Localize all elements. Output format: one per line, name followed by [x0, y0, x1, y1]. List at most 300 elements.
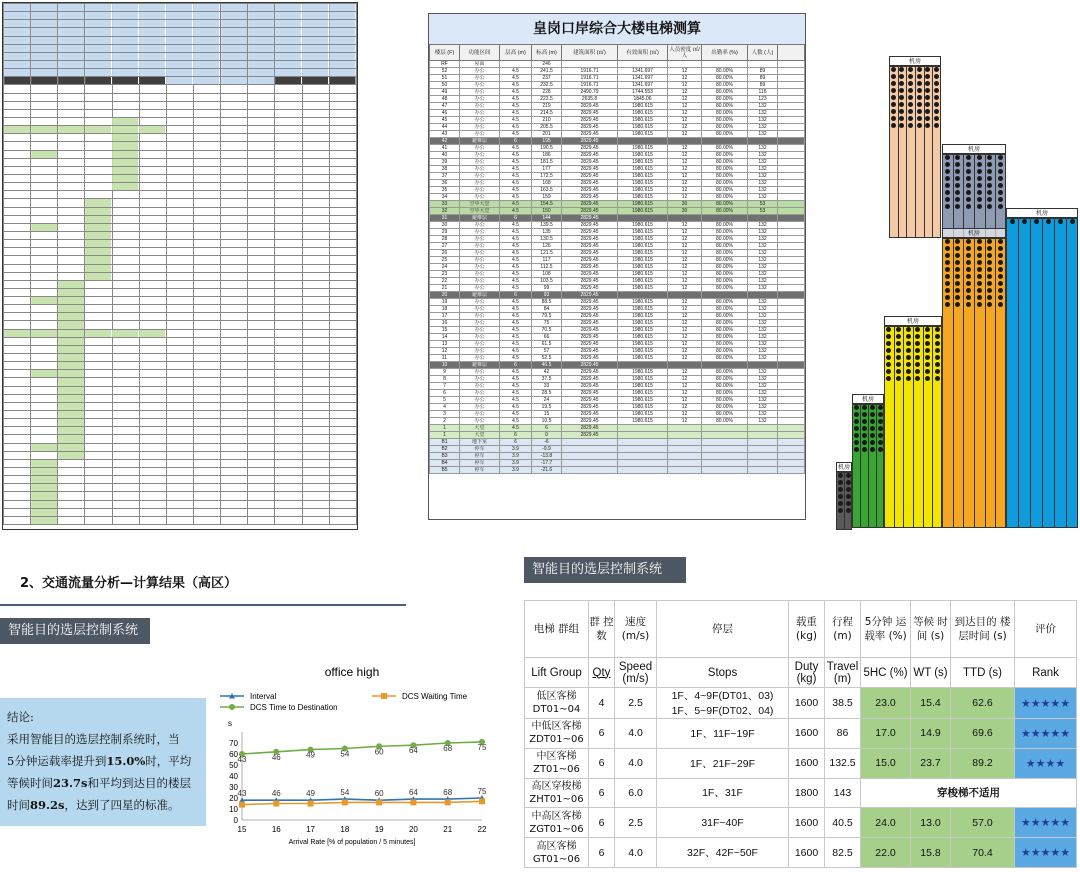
sheet-row [4, 329, 357, 337]
x-tick-label: 21 [443, 825, 453, 834]
sheet-cell [58, 109, 85, 117]
sheet-cell [58, 60, 85, 68]
elevator-cell-blank [778, 194, 805, 201]
sheet-cell [193, 321, 220, 329]
elevator-cell-h: 4.5 [500, 131, 532, 138]
elevator-cell-r: 80.00% [702, 180, 748, 187]
sheet-cell [329, 231, 356, 239]
lift-stops [657, 808, 789, 838]
sheet-cell [31, 69, 58, 77]
sheet-cell [221, 492, 248, 500]
elevator-cell-p: 132 [748, 306, 778, 313]
sheet-cell [193, 183, 220, 191]
elevator-cell-a: 2829.45 [562, 159, 618, 166]
sheet-cell [302, 158, 329, 166]
lift-col-header-en: Lift Group [525, 658, 589, 688]
elevator-cell-h: 6 [500, 439, 532, 446]
sheet-cell [4, 500, 31, 508]
sheet-cell [248, 199, 275, 207]
sheet-cell [139, 451, 166, 459]
elevator-cell-fn: 办公 [460, 89, 500, 96]
sheet-cell [221, 52, 248, 60]
sheet-cell [193, 199, 220, 207]
car-dot [987, 169, 992, 174]
sheet-row [4, 207, 357, 215]
car-dot [886, 327, 891, 332]
sheet-cell [4, 451, 31, 459]
elevator-cell-p: 132 [748, 355, 778, 362]
data-point [273, 801, 279, 807]
sheet-cell [329, 297, 356, 305]
sheet-cell [329, 109, 356, 117]
elevator-cell-e: 84 [532, 306, 562, 313]
data-point [445, 799, 451, 805]
elevator-cell-f: 19 [430, 299, 460, 306]
car-dot [945, 190, 950, 195]
lift-speed: 6.0 [615, 778, 657, 808]
elevator-cell-p: 132 [748, 390, 778, 397]
elevator-cell-blank [778, 110, 805, 117]
elevator-row [430, 411, 805, 418]
sheet-cell [166, 101, 193, 109]
sheet-cell [112, 109, 139, 117]
elevator-cell-f: 16 [430, 320, 460, 327]
data-label: 75 [477, 787, 487, 796]
car-dot [846, 480, 851, 485]
sheet-cell [85, 248, 112, 256]
elevator-cell-r: 80.00% [702, 320, 748, 327]
car-dot [838, 494, 843, 499]
sheet-row [4, 362, 357, 370]
sheet-cell [221, 36, 248, 44]
sheet-cell [85, 337, 112, 345]
sheet-cell [302, 427, 329, 435]
sheet-row [4, 264, 357, 272]
elevator-row [430, 222, 805, 229]
elevator-cell-d: 12 [668, 418, 702, 425]
shaft-divider [1042, 218, 1043, 528]
sheet-cell [275, 69, 302, 77]
car-dot [906, 327, 911, 332]
elevator-cell-f: 1 [430, 425, 460, 432]
car-dot [966, 267, 971, 272]
elevator-cell-a [562, 446, 618, 453]
elevator-cell-e: -6 [532, 439, 562, 446]
sheet-cell [302, 492, 329, 500]
car-dot [977, 302, 982, 307]
sheet-cell [58, 215, 85, 223]
car-dot [899, 95, 904, 100]
elevator-row [430, 341, 805, 348]
elevator-cell-ea: 1980.615 [618, 383, 668, 390]
sheet-cell [58, 85, 85, 93]
elevator-cell-r: 80.00% [702, 194, 748, 201]
elevator-cell-h: 4.5 [500, 124, 532, 131]
car-dot [896, 327, 901, 332]
sheet-cell [166, 158, 193, 166]
elevator-cell-p [748, 215, 778, 222]
sheet-cell [248, 28, 275, 36]
elevator-cell-a: 2829.45 [562, 124, 618, 131]
elevator-cell-d [668, 453, 702, 460]
sheet-cell [166, 280, 193, 288]
elevator-cell-a: 2829.45 [562, 383, 618, 390]
sheet-cell [4, 443, 31, 451]
elevator-row [430, 292, 805, 299]
sheet-cell [139, 354, 166, 362]
sheet-cell [329, 492, 356, 500]
sheet-cell [248, 508, 275, 516]
sheet-cell [58, 174, 85, 182]
lift-duty: 1600 [789, 808, 825, 838]
lift-rank-stars: ★★★★★ [1015, 688, 1077, 719]
elevator-cell-e: 70.5 [532, 327, 562, 334]
sheet-cell [58, 468, 85, 476]
car-dot [955, 204, 960, 209]
sheet-cell [58, 223, 85, 231]
elevator-cell-h: 4.5 [500, 327, 532, 334]
sheet-row [4, 468, 357, 476]
sheet-cell [139, 345, 166, 353]
elevator-cell-p: 132 [748, 411, 778, 418]
car-dot [966, 281, 971, 286]
elevator-cell-f: 52 [430, 68, 460, 75]
lift-group-code: ZT01~06 [533, 764, 580, 776]
sheet-cell [31, 44, 58, 52]
sheet-cell [302, 150, 329, 158]
sheet-row [4, 476, 357, 484]
sheet-cell [139, 492, 166, 500]
lift-travel: 86 [825, 719, 861, 749]
sheet-cell [31, 93, 58, 101]
sheet-cell [4, 492, 31, 500]
sheet-cell [85, 223, 112, 231]
sheet-cell [166, 240, 193, 248]
sheet-cell [166, 427, 193, 435]
elevator-cell-e: 0 [532, 432, 562, 439]
data-label: 64 [408, 746, 418, 756]
elevator-cell-e: 135 [532, 229, 562, 236]
elevator-cell-a: 2829.45 [562, 264, 618, 271]
sheet-cell [221, 378, 248, 386]
elevator-row [430, 201, 805, 208]
sheet-cell [221, 240, 248, 248]
sheet-row [4, 117, 357, 125]
sheet-cell [329, 93, 356, 101]
sheet-cell [275, 305, 302, 313]
sheet-cell [31, 411, 58, 419]
sheet-cell [221, 117, 248, 125]
elevator-cell-ea: 1980.615 [618, 117, 668, 124]
sheet-cell [58, 451, 85, 459]
sheet-cell [275, 264, 302, 272]
sheet-cell [193, 12, 220, 20]
elevator-cell-blank [778, 257, 805, 264]
sheet-cell [112, 12, 139, 20]
elevator-row [430, 278, 805, 285]
sheet-cell [248, 109, 275, 117]
sheet-cell [275, 321, 302, 329]
car-dot [925, 95, 930, 100]
car-dot [945, 169, 950, 174]
elevator-cell-p [748, 467, 778, 474]
elevator-cell-p: 132 [748, 152, 778, 159]
elevator-cell-fn: 办公 [460, 250, 500, 257]
elevator-cell-d: 12 [668, 411, 702, 418]
car-dot [870, 405, 875, 410]
elevator-cell-d: 12 [668, 145, 702, 152]
car-dot [915, 334, 920, 339]
sheet-cell [193, 484, 220, 492]
elevator-cell-a: 2829.45 [562, 243, 618, 250]
sheet-cell [58, 93, 85, 101]
elevator-row [430, 467, 805, 474]
sheet-cell [139, 305, 166, 313]
sheet-row [4, 256, 357, 264]
elevator-row [430, 453, 805, 460]
elevator-cell-e: 108 [532, 271, 562, 278]
sheet-cell [221, 313, 248, 321]
elevator-cell-blank [778, 299, 805, 306]
sheet-cell [329, 272, 356, 280]
sheet-cell [31, 101, 58, 109]
car-dot [886, 348, 891, 353]
elevator-cell-e: 232.5 [532, 82, 562, 89]
car-dot [998, 176, 1003, 181]
elevator-cell-e: 205.5 [532, 124, 562, 131]
lift-col-header-cn: 评价 [1015, 601, 1077, 658]
sheet-cell [275, 386, 302, 394]
car-dot [896, 369, 901, 374]
sheet-cell [193, 44, 220, 52]
sheet-row [4, 297, 357, 305]
lift-stops-line: 32F、42F~50F [687, 847, 758, 860]
sheet-cell [193, 215, 220, 223]
elevator-cell-fn: 办公 [460, 117, 500, 124]
elevator-cell-h [500, 61, 532, 68]
sheet-cell [248, 36, 275, 44]
elevator-cell-r: 80.00% [702, 201, 748, 208]
elevator-row [430, 229, 805, 236]
elevator-cell-e: 172.5 [532, 173, 562, 180]
elevator-cell-fn: 办公 [460, 397, 500, 404]
sheet-cell [31, 492, 58, 500]
sheet-cell [302, 60, 329, 68]
elevator-cell-fn: 办公 [460, 236, 500, 243]
sheet-cell [302, 101, 329, 109]
car-dot [846, 494, 851, 499]
sheet-cell [4, 378, 31, 386]
elevator-cell-ea: 1980.615 [618, 299, 668, 306]
sheet-cell [4, 240, 31, 248]
elevator-cell-ea: 1980.615 [618, 166, 668, 173]
car-dot [908, 88, 913, 93]
sheet-cell [302, 468, 329, 476]
data-point [376, 799, 382, 805]
elevator-row [430, 96, 805, 103]
elevator-cell-fn: 办公 [460, 257, 500, 264]
car-dot [966, 197, 971, 202]
elevator-row [430, 243, 805, 250]
sheet-cell [221, 476, 248, 484]
elevator-cell-ea [618, 467, 668, 474]
elevator-row [430, 362, 805, 369]
elevator-cell-ea: 1980.615 [618, 222, 668, 229]
car-dot [1058, 219, 1063, 224]
sheet-cell [4, 231, 31, 239]
sheet-cell [221, 109, 248, 117]
elevator-cell-d [668, 61, 702, 68]
car-dot [896, 362, 901, 367]
elevator-cell-ea [618, 460, 668, 467]
sheet-cell [221, 468, 248, 476]
sheet-cell [275, 126, 302, 134]
sheet-cell [275, 459, 302, 467]
sheet-cell [302, 508, 329, 516]
lift-stops-line: 1F、11F~19F [690, 727, 755, 740]
car-dot [854, 440, 859, 445]
car-dot [870, 426, 875, 431]
sheet-cell [329, 69, 356, 77]
lift-group-cn: 低区客梯 [536, 691, 577, 702]
elevator-cell-blank [778, 89, 805, 96]
elevator-cell-blank [778, 460, 805, 467]
sheet-cell [31, 313, 58, 321]
elevator-cell-ea [618, 61, 668, 68]
car-dot [987, 253, 992, 258]
car-dot [906, 341, 911, 346]
car-dot [886, 355, 891, 360]
car-dot [917, 116, 922, 121]
car-dot [878, 447, 883, 452]
sheet-cell [85, 28, 112, 36]
sheet-cell [329, 305, 356, 313]
car-dot [906, 355, 911, 360]
data-label: 68 [443, 744, 453, 753]
sheet-cell [139, 427, 166, 435]
sheet-cell [112, 354, 139, 362]
sheet-cell [329, 207, 356, 215]
elevator-cell-fn: 办公 [460, 264, 500, 271]
elevator-row [430, 180, 805, 187]
sheet-cell [112, 60, 139, 68]
elevator-cell-a: 2829.45 [562, 390, 618, 397]
car-dot [998, 246, 1003, 251]
sheet-cell [58, 231, 85, 239]
elevator-row [430, 348, 805, 355]
sheet-cell [166, 500, 193, 508]
sheet-row [4, 435, 357, 443]
sheet-cell [221, 354, 248, 362]
sheet-cell [166, 109, 193, 117]
sheet-cell [248, 468, 275, 476]
car-dot [998, 190, 1003, 195]
sheet-cell [221, 199, 248, 207]
elevator-cell-p: 89 [748, 82, 778, 89]
car-dot [925, 123, 930, 128]
sheet-cell [4, 280, 31, 288]
elevator-cell-p: 132 [748, 285, 778, 292]
sheet-cell [166, 386, 193, 394]
elevator-row [430, 446, 805, 453]
car-dot [862, 405, 867, 410]
elevator-cell-blank [778, 425, 805, 432]
sheet-cell [139, 44, 166, 52]
car-dot [998, 302, 1003, 307]
sheet-cell [4, 484, 31, 492]
sheet-cell [58, 378, 85, 386]
car-dot [886, 369, 891, 374]
sheet-cell [31, 443, 58, 451]
elevator-cell-e: 79.5 [532, 313, 562, 320]
elevator-cell-blank [778, 82, 805, 89]
sheet-cell [302, 345, 329, 353]
elevator-row [430, 124, 805, 131]
elevator-cell-e: 139.5 [532, 222, 562, 229]
elevator-cell-f: 8 [430, 376, 460, 383]
elevator-cell-f: 14 [430, 334, 460, 341]
elevator-cell-f: 31 [430, 215, 460, 222]
sheet-cell [275, 394, 302, 402]
lift-stops [657, 748, 789, 778]
sheet-cell [31, 52, 58, 60]
elevator-cell-p [748, 460, 778, 467]
sheet-cell [193, 394, 220, 402]
sheet-cell [85, 12, 112, 20]
sheet-cell [112, 402, 139, 410]
chart-title: office high [324, 665, 380, 679]
sheet-cell [193, 362, 220, 370]
sheet-cell [58, 516, 85, 524]
sheet-cell [275, 313, 302, 321]
elevator-cell-f: 38 [430, 166, 460, 173]
car-dot [906, 348, 911, 353]
elevator-cell-e: 159 [532, 194, 562, 201]
sheet-cell [58, 256, 85, 264]
lift-col-header-cn: 停层 [657, 601, 789, 658]
sheet-cell [112, 468, 139, 476]
elevator-cell-e: 144 [532, 215, 562, 222]
elevator-cell-e: 93 [532, 292, 562, 299]
sheet-cell [85, 305, 112, 313]
sheet-cell [248, 313, 275, 321]
sheet-cell [193, 142, 220, 150]
sheet-cell [275, 272, 302, 280]
car-dot [899, 109, 904, 114]
sheet-row [4, 150, 357, 158]
sheet-cell [221, 183, 248, 191]
sheet-cell [221, 321, 248, 329]
elevator-cell-ea: 1980.615 [618, 180, 668, 187]
elevator-cell-d: 12 [668, 306, 702, 313]
car-dot [862, 447, 867, 452]
sheet-cell [221, 174, 248, 182]
lift-col-header-cn: 载重 (kg) [789, 601, 825, 658]
sheet-cell [85, 508, 112, 516]
sheet-cell [85, 370, 112, 378]
sheet-cell [58, 69, 85, 77]
sheet-cell [248, 345, 275, 353]
sheet-cell [193, 264, 220, 272]
sheet-cell [139, 411, 166, 419]
car-dot [945, 155, 950, 160]
elevator-cell-p: 123 [748, 96, 778, 103]
elevator-cell-a: 1916.71 [562, 82, 618, 89]
car-dot [977, 197, 982, 202]
car-dot [987, 197, 992, 202]
elevator-cell-p: 132 [748, 383, 778, 390]
sheet-cell [193, 150, 220, 158]
